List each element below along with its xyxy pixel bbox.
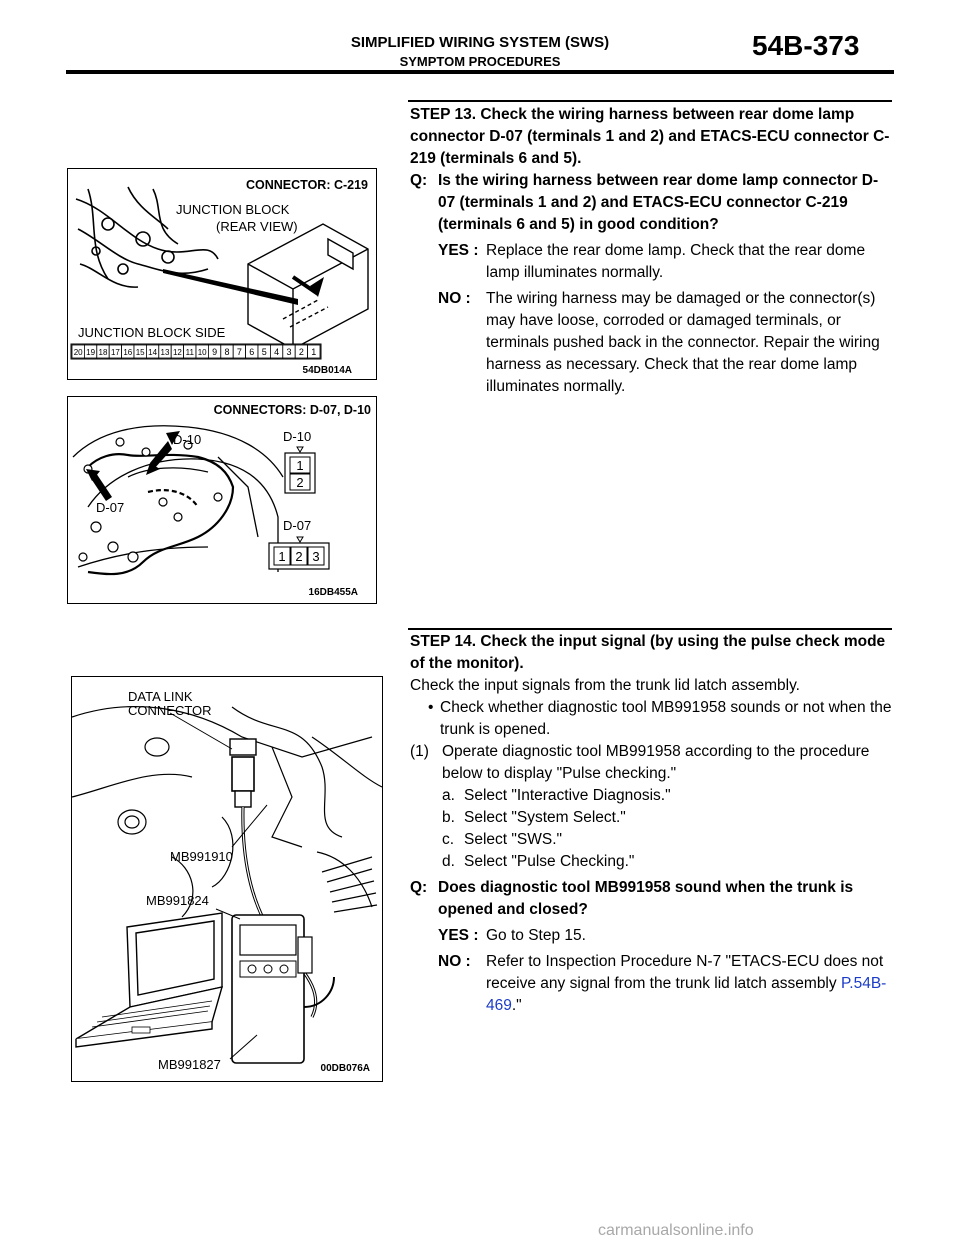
mb991910-plug <box>232 757 254 791</box>
substep-text: Select "SWS." <box>464 831 563 848</box>
substep-label: d. <box>442 853 455 870</box>
step13-question-text: Is the wiring harness between rear dome lamp connector D-07 (terminals 1 and 2) and ETACS-ECU connector C-219 (terminals 6 and 5) in good condition? <box>438 172 879 233</box>
pin-number: 6 <box>249 347 255 357</box>
figure-connector-c219 <box>67 168 377 380</box>
d10-title: D-10 <box>283 429 312 444</box>
pin-number: 10 <box>197 348 207 357</box>
pin-number: 5 <box>261 347 267 357</box>
step13-yes <box>438 240 894 284</box>
pin-number: 3 <box>286 347 292 357</box>
figure2-code: 16DB455A <box>308 587 358 598</box>
d07-d10-illustration <box>68 397 376 603</box>
mb991824-label: MB991824 <box>146 893 209 908</box>
page-title: SIMPLIFIED WIRING SYSTEM (SWS) <box>350 34 610 51</box>
pin-number: 14 <box>148 348 158 357</box>
substep <box>442 829 894 851</box>
step13-no-text: The wiring harness may be damaged or the connector(s) may have loose, corroded or damaged terminals, or terminals pushed back in the connector. Repair the wiring harness as necessary. Check that the rear dome lamp illuminates normally. <box>486 290 880 395</box>
pin-number: 4 <box>274 347 280 357</box>
pin-number: 8 <box>224 347 230 357</box>
substep <box>442 785 894 807</box>
d10-pin-1: 1 <box>296 458 304 473</box>
step14-rule <box>408 628 892 630</box>
figure-connectors-d07-d10 <box>67 396 377 604</box>
step14-bullet <box>428 697 894 741</box>
junction-block-label-2: (REAR VIEW) <box>216 219 298 234</box>
step13-no-label: NO : <box>438 290 471 307</box>
substep-text: Select "Pulse Checking." <box>464 853 635 870</box>
figure3-code: 00DB076A <box>320 1063 370 1074</box>
step14-bullet-text: Check whether diagnostic tool MB991958 sounds or not when the trunk is opened. <box>440 699 892 738</box>
pin-number: 9 <box>212 347 218 357</box>
step13-question <box>410 170 894 236</box>
step13-yes-text: Replace the rear dome lamp. Check that the rear dome lamp illuminates normally. <box>486 242 866 281</box>
pin-number: 13 <box>160 348 170 357</box>
step13-no <box>438 288 894 398</box>
mb991827-laptop <box>76 913 222 1047</box>
pin-number: 7 <box>236 347 242 357</box>
step14-heading: STEP 14. Check the input signal (by using the pulse check mode of the monitor). <box>410 633 886 672</box>
d07-arrow-label: D-07 <box>96 500 125 515</box>
step14-yes-label: YES : <box>438 927 479 944</box>
step14-no <box>438 951 894 1017</box>
substep-label: a. <box>442 787 455 804</box>
figure1-code: 54DB014A <box>302 365 352 376</box>
substep <box>442 807 894 829</box>
pin-number: 12 <box>172 348 182 357</box>
pin-number: 1 <box>311 347 317 357</box>
step13-heading: STEP 13. Check the wiring harness between rear dome lamp connector D-07 (terminals 1 and 2) and ETACS-ECU connector C-219 (terminals 6 and 5). <box>410 106 890 167</box>
d07-title: D-07 <box>283 518 312 533</box>
step14-yes-text: Go to Step 15. <box>486 927 586 944</box>
bullet-mark: • <box>428 699 434 716</box>
dashboard-sketch <box>72 707 382 917</box>
mb991910-label: MB991910 <box>170 849 233 864</box>
dlc-label-1: DATA LINK <box>128 689 193 704</box>
d10-arrow-label: D-10 <box>173 432 202 447</box>
pin-number: 18 <box>98 348 108 357</box>
junction-block-label-1: JUNCTION BLOCK <box>176 202 290 217</box>
d07-pin-1: 1 <box>278 549 286 564</box>
junction-block-side-label: JUNCTION BLOCK SIDE <box>78 325 226 340</box>
step14-q-label: Q: <box>410 879 428 896</box>
substep <box>442 851 894 873</box>
pin-number: 20 <box>73 348 83 357</box>
step14-no-label: NO : <box>438 953 471 970</box>
d07-pin-2: 2 <box>295 549 303 564</box>
pin-number: 15 <box>135 348 145 357</box>
pin-number: 2 <box>298 347 304 357</box>
page-reference-link[interactable]: P.54B-469 <box>486 975 887 1014</box>
step14-no-text: Refer to Inspection Procedure N-7 "ETACS-ECU does not receive any signal from the trunk lid latch assembly <box>486 953 884 992</box>
diagnostic-tool-illustration <box>72 677 382 1081</box>
mb991827-label: MB991827 <box>158 1057 221 1072</box>
pin-number: 17 <box>110 348 120 357</box>
pin-number: 16 <box>123 348 133 357</box>
step13-rule <box>408 100 892 102</box>
watermark-footer: carmanualsonline.info <box>598 1222 754 1239</box>
header-rule <box>66 70 894 74</box>
step14-yes <box>438 925 894 947</box>
step14-block <box>410 631 894 1017</box>
data-link-connector <box>230 739 256 755</box>
pin-number: 11 <box>185 348 194 357</box>
step13-yes-label: YES : <box>438 242 479 259</box>
substep-label: b. <box>442 809 455 826</box>
step14-numbered <box>410 741 894 785</box>
d07-pin-3: 3 <box>312 549 320 564</box>
substep-label: c. <box>442 831 455 848</box>
step14-intro: Check the input signals from the trunk lid latch assembly. <box>410 677 800 694</box>
step14-question-text: Does diagnostic tool MB991958 sound when the trunk is opened and closed? <box>438 879 854 918</box>
c219-connector-label: CONNECTOR: C-219 <box>245 178 368 192</box>
d10-pin-2: 2 <box>296 475 304 490</box>
c219-illustration <box>68 169 376 379</box>
c219-pin-row <box>71 344 321 359</box>
substep-text: Select "Interactive Diagnosis." <box>464 787 671 804</box>
step14-no-tail: ." <box>511 997 522 1014</box>
car-body-sketch <box>73 426 286 572</box>
d07-d10-connector-label: CONNECTORS: D-07, D-10 <box>213 403 371 417</box>
substep-text: Select "System Select." <box>464 809 626 826</box>
step14-question <box>410 877 894 921</box>
figure-diagnostic-tool <box>71 676 383 1082</box>
page-subtitle: SYMPTOM PROCEDURES <box>399 54 561 69</box>
step14-num-text: Operate diagnostic tool MB991958 according to the procedure below to display "Pulse checking." <box>442 743 870 782</box>
dlc-label-2: CONNECTOR <box>128 703 212 718</box>
step13-q-label: Q: <box>410 172 428 189</box>
pin-number: 19 <box>86 348 96 357</box>
step13-block <box>410 104 894 398</box>
page-number: 54B-373 <box>752 30 860 61</box>
step14-num-label: (1) <box>410 743 429 760</box>
